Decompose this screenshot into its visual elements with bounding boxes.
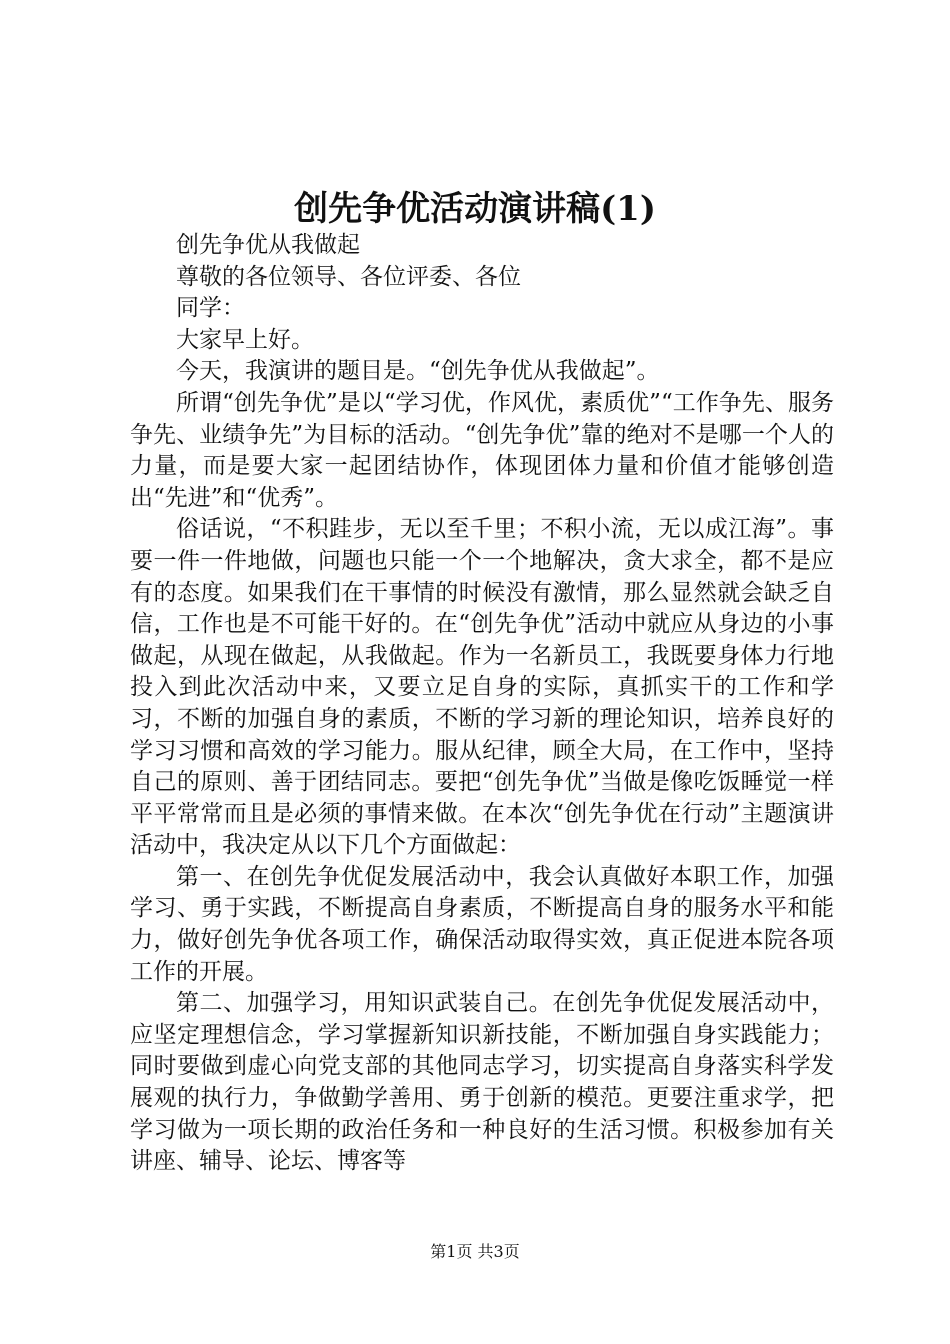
- page-footer: 第1页 共3页: [430, 1242, 520, 1261]
- paragraph-definition: 所谓“创先争优”是以“学习优，作风优，素质优”“工作争先、服务争先、业绩争先”为目标的活动。“创先争优”靠的绝对不是哪一个人的力量，而是要大家一起团结协作，体现团体力量和价值才能够创造出“先进”和“优秀”。: [130, 389, 834, 511]
- document-body: [130, 230, 834, 1178]
- paragraph-greeting: 大家早上好。: [176, 326, 314, 353]
- paragraph-salutation-end: 同学：: [176, 295, 245, 322]
- document-title: 创先争优活动演讲稿(1): [294, 189, 656, 229]
- paragraph-point-one: 第一、在创先争优促发展活动中，我会认真做好本职工作，加强学习、勇于实践，不断提高自身素质，不断提高自身的服务水平和能力，做好创先争优各项工作，确保活动取得实效，真正促进本院各项工作的开展。: [130, 863, 834, 985]
- paragraph-point-two: 第二、加强学习，用知识武装自己。在创先争优促发展活动中，应坚定理想信念，学习掌握新知识新技能，不断加强自身实践能力；同时要做到虚心向党支部的其他同志学习，切实提高自身落实科学发展观的执行力，争做勤学善用、勇于创新的模范。更要注重求学，把学习做为一项长期的政治任务和一种良好的生活习惯。积极参加有关讲座、辅导、论坛、博客等: [130, 990, 834, 1175]
- paragraph-subtitle: 创先争优从我做起: [176, 232, 360, 258]
- paragraph-proverb: 俗话说，“不积跬步，无以至千里；不积小流，无以成江海”。事要一件一件地做，问题也只能一个一个地解决，贪大求全，都不是应有的态度。如果我们在干事情的时候没有激情，那么显然就会缺乏自信，工作也是不可能干好的。在“创先争优”活动中就应从身边的小事做起，从现在做起，从我做起。作为一名新员工，我既要身体力行地投入到此次活动中来，又要立足自身的实际，真抓实干的工作和学习，不断的加强自身的素质，不断的学习新的理论知识，培养良好的学习习惯和高效的学习能力。服从纪律，顾全大局，在工作中，坚持自己的原则、善于团结同志。要把“创先争优”当做是像吃饭睡觉一样平平常常而且是必须的事情来做。在本次“创先争优在行动”主题演讲活动中，我决定从以下几个方面做起：: [130, 516, 834, 859]
- paragraph-topic: 今天，我演讲的题目是。“创先争优从我做起”。: [176, 358, 660, 385]
- paragraph-salutation: 尊敬的各位领导、各位评委、各位: [176, 263, 521, 290]
